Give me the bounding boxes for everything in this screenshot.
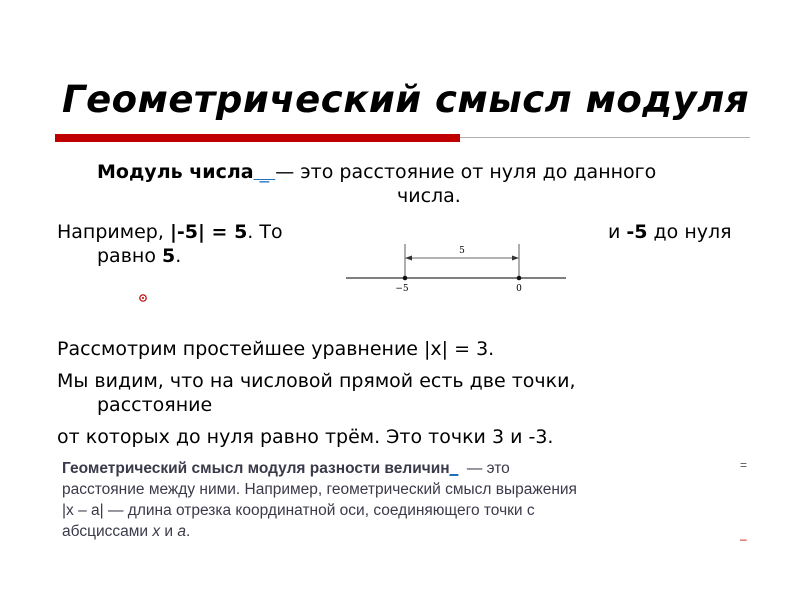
note-line-3: |x – a| — длина отрезка координатной оси, соединяющего точки с (62, 502, 535, 519)
body-line-1: Рассмотрим простейшее уравнение |x| = 3. (57, 338, 495, 360)
definition-term: Модуль числа (97, 161, 254, 183)
side-mark-bottom: – (740, 532, 747, 546)
note-link[interactable]: _ (449, 460, 459, 477)
note-line-2: расстояние между ними. Например, геометрический смысл выражения (62, 481, 577, 498)
body-line-3: расстояние (97, 394, 213, 416)
number-line-figure (340, 236, 570, 296)
title-underline-gray (460, 137, 750, 138)
example-point: -5 (626, 221, 648, 243)
slide-title: Геометрический смысл модуля (62, 78, 750, 121)
tick-label-right: 0 (516, 284, 522, 294)
definition-line-1 (97, 160, 656, 184)
definition-link[interactable]: _ (253, 161, 276, 183)
point-minus-five (403, 276, 408, 281)
body-line-2: Мы видим, что на числовой прямой есть две точки, (57, 370, 576, 392)
bullet-ornament-icon (137, 292, 149, 304)
example-line-1-right: и -5 до нуля (608, 221, 732, 243)
tick-label-left: −5 (395, 284, 409, 294)
example-expression: |-5| = 5 (169, 221, 248, 243)
note-term: Геометрический смысл модуля разности величин (62, 460, 450, 477)
example-line-2: равно 5. (97, 245, 182, 267)
body-line-4: от которых до нуля равно трём. Это точки 3 и -3. (57, 426, 554, 448)
example-line-1: Например, |-5| = 5. То (57, 221, 283, 243)
point-zero (517, 276, 522, 281)
note-line-4: абсциссами x и a. (62, 523, 191, 540)
note-line-1: Геометрический смысл модуля разности величин_ — это (62, 460, 510, 477)
definition-line-2: числа. (397, 185, 461, 207)
distance-label: 5 (459, 246, 465, 256)
side-mark-top: = (740, 458, 748, 472)
definition-text: — это расстояние от нуля до данного (275, 161, 657, 183)
note-paragraph (62, 458, 732, 542)
title-underline-red (55, 134, 460, 142)
figure-background (340, 236, 570, 296)
